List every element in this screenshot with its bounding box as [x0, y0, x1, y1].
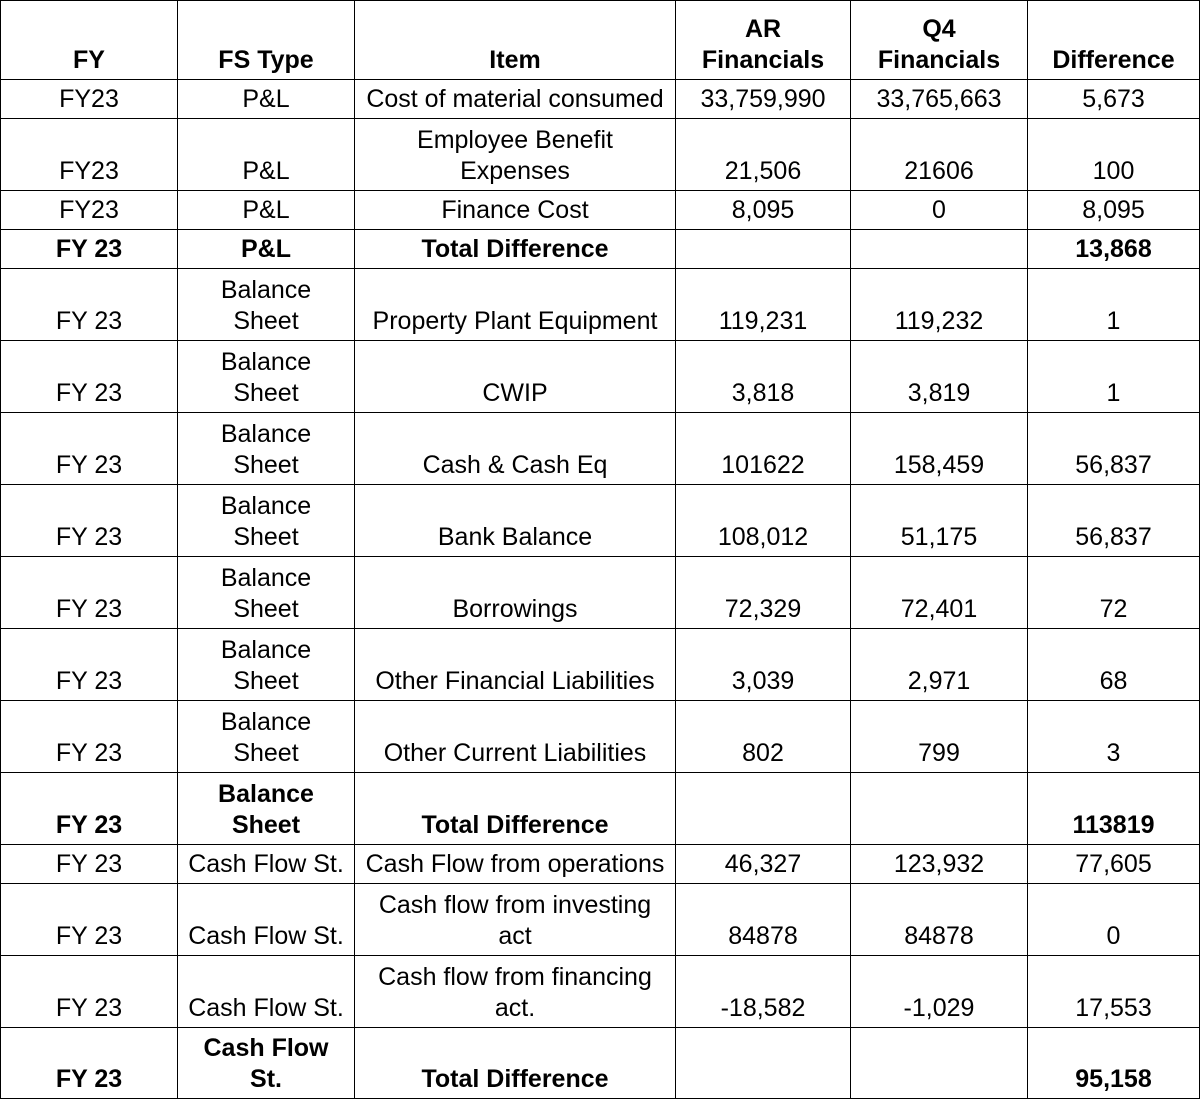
cell-q4-financials: 51,175 [851, 485, 1028, 557]
cell-fs-type: P&L [178, 119, 355, 191]
cell-fy: FY 23 [1, 1028, 178, 1099]
cell-difference: 113819 [1028, 773, 1200, 845]
cell-ar-financials: 33,759,990 [676, 80, 851, 119]
table-row [1, 269, 1200, 341]
cell-q4-financials: 2,971 [851, 629, 1028, 701]
cell-fy: FY 23 [1, 413, 178, 485]
cell-difference: 3 [1028, 701, 1200, 773]
cell-ar-financials: -18,582 [676, 956, 851, 1028]
table-row [1, 557, 1200, 629]
cell-fs-type: Balance Sheet [178, 773, 355, 845]
cell-difference: 1 [1028, 269, 1200, 341]
table-row [1, 956, 1200, 1028]
cell-difference: 5,673 [1028, 80, 1200, 119]
cell-fs-type: Cash Flow St. [178, 884, 355, 956]
cell-item: Total Difference [355, 230, 676, 269]
cell-difference: 100 [1028, 119, 1200, 191]
cell-fy: FY 23 [1, 773, 178, 845]
cell-ar-financials [676, 1028, 851, 1099]
cell-q4-financials: 3,819 [851, 341, 1028, 413]
cell-fs-type: P&L [178, 230, 355, 269]
table-row [1, 80, 1200, 119]
cell-item: CWIP [355, 341, 676, 413]
cell-q4-financials: 21606 [851, 119, 1028, 191]
cell-q4-financials: 119,232 [851, 269, 1028, 341]
cell-difference: 56,837 [1028, 413, 1200, 485]
cell-fy: FY 23 [1, 230, 178, 269]
total-row [1, 230, 1200, 269]
cell-ar-financials: 21,506 [676, 119, 851, 191]
cell-q4-financials: 0 [851, 191, 1028, 230]
cell-difference: 72 [1028, 557, 1200, 629]
table-row [1, 413, 1200, 485]
table-row [1, 485, 1200, 557]
cell-ar-financials: 119,231 [676, 269, 851, 341]
cell-q4-financials: 84878 [851, 884, 1028, 956]
cell-item: Cash flow from investing act [355, 884, 676, 956]
table-row [1, 119, 1200, 191]
header-fy: FY [1, 1, 178, 80]
cell-fy: FY 23 [1, 629, 178, 701]
cell-fs-type: Balance Sheet [178, 413, 355, 485]
cell-item: Bank Balance [355, 485, 676, 557]
cell-fs-type: Balance Sheet [178, 341, 355, 413]
cell-ar-financials: 72,329 [676, 557, 851, 629]
cell-fy: FY 23 [1, 557, 178, 629]
cell-fs-type: Balance Sheet [178, 269, 355, 341]
cell-fs-type: Cash Flow St. [178, 845, 355, 884]
cell-item: Other Financial Liabilities [355, 629, 676, 701]
cell-ar-financials: 108,012 [676, 485, 851, 557]
cell-difference: 1 [1028, 341, 1200, 413]
cell-ar-financials [676, 773, 851, 845]
cell-difference: 95,158 [1028, 1028, 1200, 1099]
cell-fy: FY 23 [1, 269, 178, 341]
cell-fy: FY 23 [1, 341, 178, 413]
cell-q4-financials [851, 1028, 1028, 1099]
cell-item: Other Current Liabilities [355, 701, 676, 773]
cell-q4-financials [851, 230, 1028, 269]
table-row [1, 629, 1200, 701]
cell-fs-type: Balance Sheet [178, 629, 355, 701]
total-row [1, 1028, 1200, 1099]
header-difference: Difference [1028, 1, 1200, 80]
cell-item: Total Difference [355, 773, 676, 845]
cell-fy: FY 23 [1, 485, 178, 557]
cell-fy: FY 23 [1, 884, 178, 956]
cell-item: Property Plant Equipment [355, 269, 676, 341]
cell-q4-financials: 158,459 [851, 413, 1028, 485]
cell-item: Cash & Cash Eq [355, 413, 676, 485]
cell-fs-type: P&L [178, 80, 355, 119]
cell-q4-financials: 123,932 [851, 845, 1028, 884]
cell-difference: 0 [1028, 884, 1200, 956]
cell-fy: FY23 [1, 191, 178, 230]
cell-fs-type: Balance Sheet [178, 485, 355, 557]
cell-difference: 17,553 [1028, 956, 1200, 1028]
table-row [1, 884, 1200, 956]
cell-fy: FY23 [1, 80, 178, 119]
table-row [1, 701, 1200, 773]
cell-fy: FY 23 [1, 845, 178, 884]
cell-ar-financials: 46,327 [676, 845, 851, 884]
cell-q4-financials: 33,765,663 [851, 80, 1028, 119]
cell-fs-type: Cash Flow St. [178, 1028, 355, 1099]
cell-q4-financials: 72,401 [851, 557, 1028, 629]
cell-ar-financials: 8,095 [676, 191, 851, 230]
cell-ar-financials: 84878 [676, 884, 851, 956]
table-row [1, 845, 1200, 884]
cell-difference: 56,837 [1028, 485, 1200, 557]
cell-ar-financials: 101622 [676, 413, 851, 485]
cell-q4-financials: 799 [851, 701, 1028, 773]
cell-ar-financials: 802 [676, 701, 851, 773]
header-q4-financials: Q4 Financials [851, 1, 1028, 80]
cell-difference: 68 [1028, 629, 1200, 701]
cell-fs-type: Balance Sheet [178, 701, 355, 773]
cell-fs-type: Balance Sheet [178, 557, 355, 629]
table-row [1, 341, 1200, 413]
cell-q4-financials [851, 773, 1028, 845]
cell-item: Total Difference [355, 1028, 676, 1099]
header-ar-financials: AR Financials [676, 1, 851, 80]
cell-q4-financials: -1,029 [851, 956, 1028, 1028]
total-row [1, 773, 1200, 845]
cell-ar-financials: 3,039 [676, 629, 851, 701]
cell-item: Cash Flow from operations [355, 845, 676, 884]
cell-difference: 77,605 [1028, 845, 1200, 884]
cell-difference: 8,095 [1028, 191, 1200, 230]
header-row [1, 1, 1200, 80]
header-fs-type: FS Type [178, 1, 355, 80]
cell-fy: FY23 [1, 119, 178, 191]
header-item: Item [355, 1, 676, 80]
cell-fs-type: Cash Flow St. [178, 956, 355, 1028]
cell-fy: FY 23 [1, 956, 178, 1028]
cell-fs-type: P&L [178, 191, 355, 230]
cell-item: Finance Cost [355, 191, 676, 230]
cell-item: Borrowings [355, 557, 676, 629]
cell-item: Cash flow from financing act. [355, 956, 676, 1028]
cell-item: Employee Benefit Expenses [355, 119, 676, 191]
cell-ar-financials: 3,818 [676, 341, 851, 413]
cell-ar-financials [676, 230, 851, 269]
cell-fy: FY 23 [1, 701, 178, 773]
cell-difference: 13,868 [1028, 230, 1200, 269]
table-row [1, 191, 1200, 230]
cell-item: Cost of material consumed [355, 80, 676, 119]
